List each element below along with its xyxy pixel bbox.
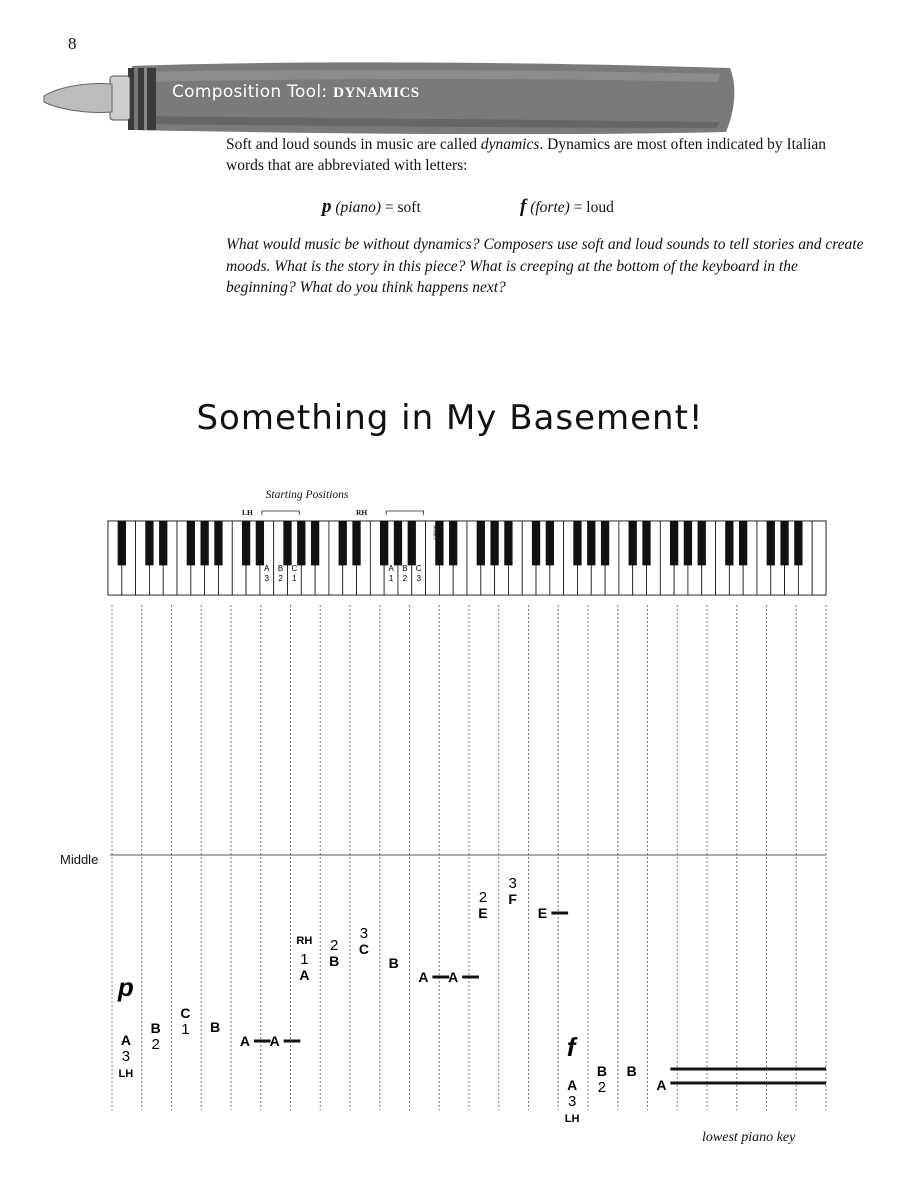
black-key — [601, 521, 609, 565]
black-key — [187, 521, 195, 565]
black-key — [504, 521, 512, 565]
black-key — [449, 521, 457, 565]
note-finger: 2 — [478, 889, 488, 906]
rh-key-finger: 3 — [416, 574, 421, 583]
note-finger: 3 — [121, 1048, 131, 1065]
black-key — [587, 521, 595, 565]
note-finger: 2 — [597, 1079, 607, 1096]
piano-meaning: = soft — [384, 199, 421, 216]
piano-italian: (piano) — [335, 199, 382, 216]
note-letter: F — [508, 891, 517, 907]
note-letter: A — [269, 1033, 280, 1049]
black-key — [794, 521, 802, 565]
intro-term: dynamics — [480, 136, 540, 153]
black-key — [283, 521, 291, 565]
note-letter: B — [626, 1063, 637, 1079]
intro-paragraph — [226, 134, 856, 176]
black-key — [546, 521, 554, 565]
note-finger: 1 — [181, 1021, 190, 1038]
black-key — [642, 521, 650, 565]
black-key — [629, 521, 637, 565]
banner-topic: DYNAMICS — [333, 85, 420, 101]
black-key — [118, 521, 126, 565]
note-letter: A — [239, 1033, 250, 1049]
dynamic-forte — [520, 196, 614, 218]
black-key — [739, 521, 747, 565]
black-key — [256, 521, 264, 565]
black-key — [767, 521, 775, 565]
piano-symbol: p — [322, 196, 332, 217]
note-letter: C — [180, 1005, 191, 1021]
rh-key-finger: 1 — [388, 574, 394, 583]
lh-key-note: A — [264, 564, 270, 573]
note-letter: A — [656, 1077, 667, 1093]
piano-keyboard — [0, 505, 900, 615]
note-letter: A — [299, 967, 310, 983]
note-finger: 1 — [300, 951, 309, 968]
forte-italian: (forte) — [530, 199, 570, 216]
black-key — [780, 521, 788, 565]
note-letter: A — [418, 969, 429, 985]
white-key — [812, 521, 826, 595]
note-letter: E — [537, 905, 548, 921]
note-finger: 3 — [508, 875, 517, 892]
note-letter: C — [358, 941, 369, 957]
starting-positions-label: Starting Positions — [265, 489, 349, 501]
lh-position-label: LH — [242, 508, 253, 517]
note-letter: B — [210, 1019, 221, 1035]
position-bracket — [262, 511, 299, 515]
middle-c-mark: Middle C — [432, 525, 438, 541]
rh-key-note: B — [402, 564, 408, 573]
black-key — [380, 521, 388, 565]
black-key — [684, 521, 692, 565]
black-key — [573, 521, 581, 565]
note-letter: E — [478, 905, 488, 921]
note-finger: 2 — [329, 937, 339, 954]
black-key — [670, 521, 678, 565]
note-letter: B — [329, 953, 340, 969]
lh-key-finger: 2 — [278, 574, 283, 583]
forte-symbol: f — [520, 196, 527, 217]
lh-key-note: B — [277, 564, 284, 573]
note-finger: 3 — [567, 1093, 577, 1110]
lh-key-finger: 1 — [292, 574, 297, 583]
page-number: 8 — [68, 34, 77, 53]
black-key — [214, 521, 222, 565]
lh-key-finger: 3 — [264, 574, 270, 583]
black-key — [242, 521, 250, 565]
piece-title: Something in My Basement! — [196, 398, 704, 438]
questions-paragraph: What would music be without dynamics? Composers use soft and loud sounds to tell stories and create moods. What is the story in this piece? What is creeping at the bottom of the keyboard in the beginning? What do you think happens next? — [226, 236, 864, 296]
black-key — [490, 521, 498, 565]
black-key — [725, 521, 733, 565]
black-key — [394, 521, 402, 565]
lowest-key-label: lowest piano key — [702, 1130, 796, 1145]
banner-label: Composition Tool: — [172, 82, 328, 102]
rh-key-note: A — [388, 564, 394, 573]
rh-position-label: RH — [356, 508, 368, 517]
black-key — [145, 521, 153, 565]
black-key — [698, 521, 706, 565]
position-bracket — [386, 511, 423, 515]
note-letter: B — [150, 1020, 161, 1036]
note-hand: RH — [296, 935, 313, 947]
black-key — [159, 521, 167, 565]
forte-meaning: = loud — [573, 199, 614, 216]
note-finger: 2 — [151, 1036, 160, 1053]
note-finger: 3 — [359, 925, 369, 942]
dynamic-f-marking: f — [566, 1032, 576, 1062]
note-letter: B — [596, 1063, 607, 1079]
black-key — [408, 521, 416, 565]
note-letter: A — [448, 969, 459, 985]
black-key — [201, 521, 209, 565]
note-grid — [0, 605, 900, 1125]
rh-key-note: C — [415, 564, 422, 573]
black-key — [339, 521, 347, 565]
note-hand: LH — [118, 1068, 134, 1080]
black-key — [311, 521, 319, 565]
intro-text-2: . Dynamics are most often indicated by Italian words that are abbreviated with letters: — [226, 136, 827, 174]
black-key — [352, 521, 360, 565]
black-key — [532, 521, 540, 565]
dynamic-p-marking: p — [117, 972, 134, 1002]
black-key — [297, 521, 305, 565]
middle-label: Middle — [60, 852, 99, 867]
black-key — [477, 521, 485, 565]
intro-text-1: Soft and loud sounds in music are called — [226, 136, 481, 153]
banner-title — [172, 82, 420, 102]
note-letter: B — [388, 955, 399, 971]
note-hand: LH — [564, 1113, 580, 1125]
rh-key-finger: 2 — [402, 574, 408, 583]
dynamic-piano — [322, 196, 421, 218]
note-letter: A — [567, 1077, 578, 1093]
lh-key-note: C — [291, 564, 298, 573]
note-letter: A — [120, 1032, 131, 1048]
